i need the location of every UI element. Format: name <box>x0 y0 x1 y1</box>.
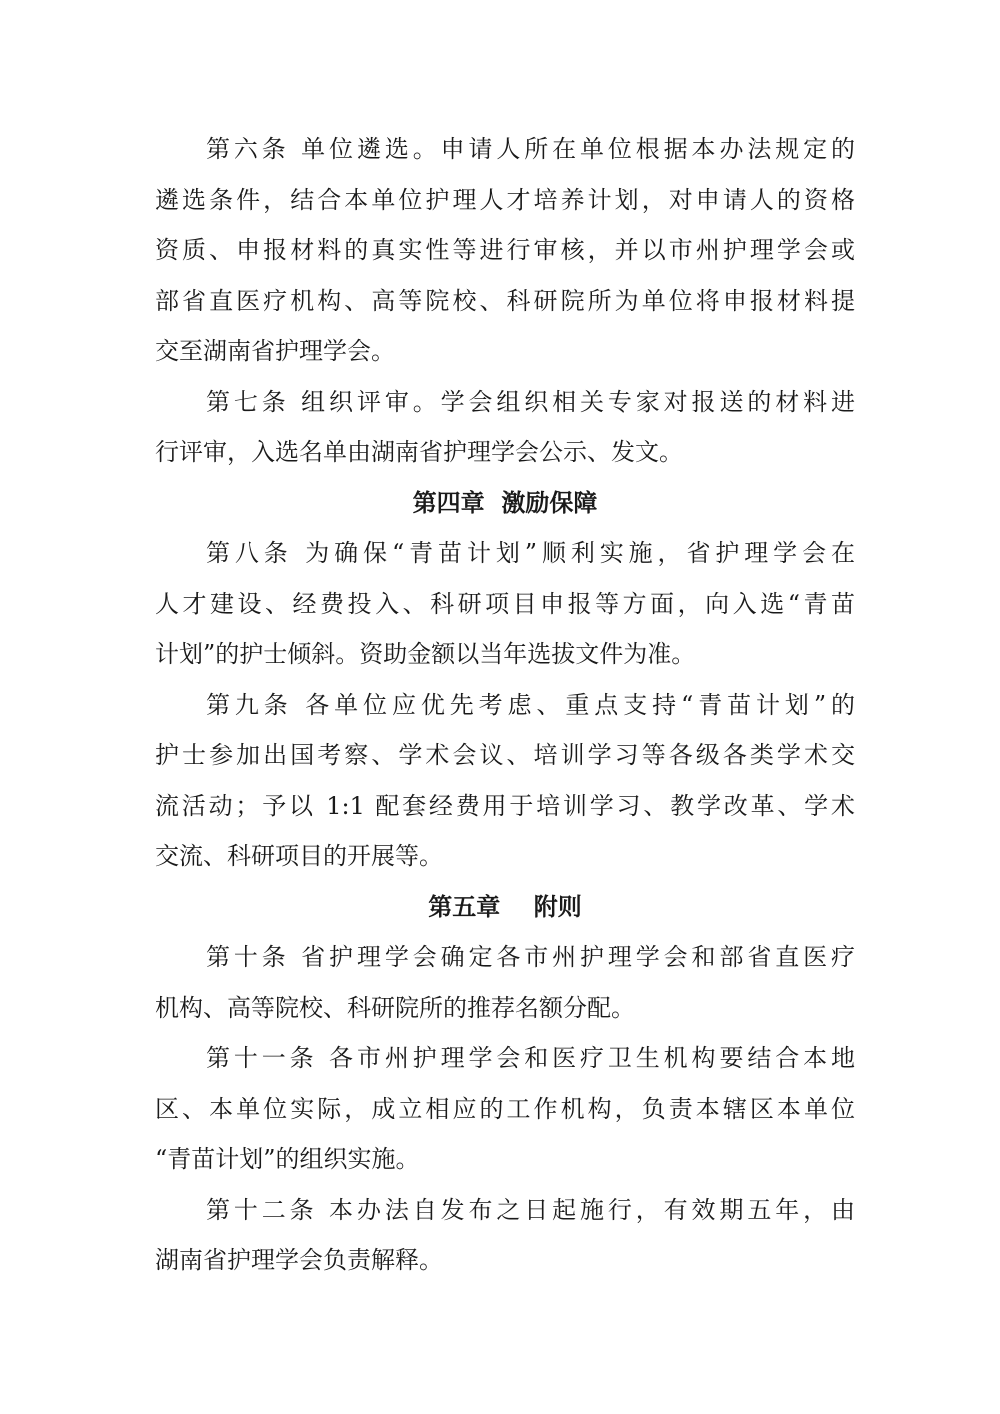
chapter-4-heading: 第四章 激励保障 <box>412 488 598 517</box>
text-line: 第九条 各单位应优先考虑、重点支持“青苗计划”的 <box>206 690 855 719</box>
text-line: 第七条 组织评审。学会组织相关专家对报送的材料进 <box>206 387 855 416</box>
text-line: 机构、高等院校、科研院所的推荐名额分配。 <box>155 993 635 1022</box>
article-6-paragraph <box>155 124 855 377</box>
text-line: 资质、申报材料的真实性等进行审核，并以市州护理学会或 <box>155 236 855 264</box>
text-line: 人才建设、经费投入、科研项目申报等方面，向入选“青苗 <box>155 589 855 618</box>
article-11-paragraph <box>155 1033 855 1185</box>
article-7-paragraph <box>155 377 855 478</box>
text-line: 第十条 省护理学会确定各市州护理学会和部省直医疗 <box>206 943 855 971</box>
text-line: 行评审，入选名单由湖南省护理学会公示、发文。 <box>155 438 683 466</box>
article-12-paragraph <box>155 1185 855 1286</box>
text-line: 交流、科研项目的开展等。 <box>155 842 443 870</box>
text-line: 第十一条 各市州护理学会和医疗卫生机构要结合本地 <box>206 1044 855 1072</box>
article-10-paragraph <box>155 932 855 1033</box>
text-line: 第十二条 本办法自发布之日起施行，有效期五年，由 <box>206 1195 855 1224</box>
text-line: 交至湖南省护理学会。 <box>155 337 395 365</box>
article-8-paragraph <box>155 528 855 680</box>
text-line: “青苗计划”的组织实施。 <box>155 1145 420 1173</box>
chapter-5-heading: 第五章 附则 <box>428 892 582 921</box>
document-body <box>155 124 855 1286</box>
text-line: 流活动；予以 1:1 配套经费用于培训学习、教学改革、学术 <box>155 791 855 820</box>
text-line: 湖南省护理学会负责解释。 <box>155 1246 443 1274</box>
article-9-paragraph <box>155 680 855 882</box>
text-line: 护士参加出国考察、学术会议、培训学习等各级各类学术交 <box>155 741 855 769</box>
text-line: 区、本单位实际，成立相应的工作机构，负责本辖区本单位 <box>155 1094 855 1123</box>
text-line: 计划”的护士倾斜。资助金额以当年选拔文件为准。 <box>155 640 696 668</box>
text-line: 第八条 为确保“青苗计划”顺利实施，省护理学会在 <box>206 539 855 567</box>
text-line: 遴选条件，结合本单位护理人才培养计划，对申请人的资格 <box>155 185 855 214</box>
text-line: 部省直医疗机构、高等院校、科研院所为单位将申报材料提 <box>155 286 855 315</box>
text-line: 第六条 单位遴选。申请人所在单位根据本办法规定的 <box>206 135 855 163</box>
